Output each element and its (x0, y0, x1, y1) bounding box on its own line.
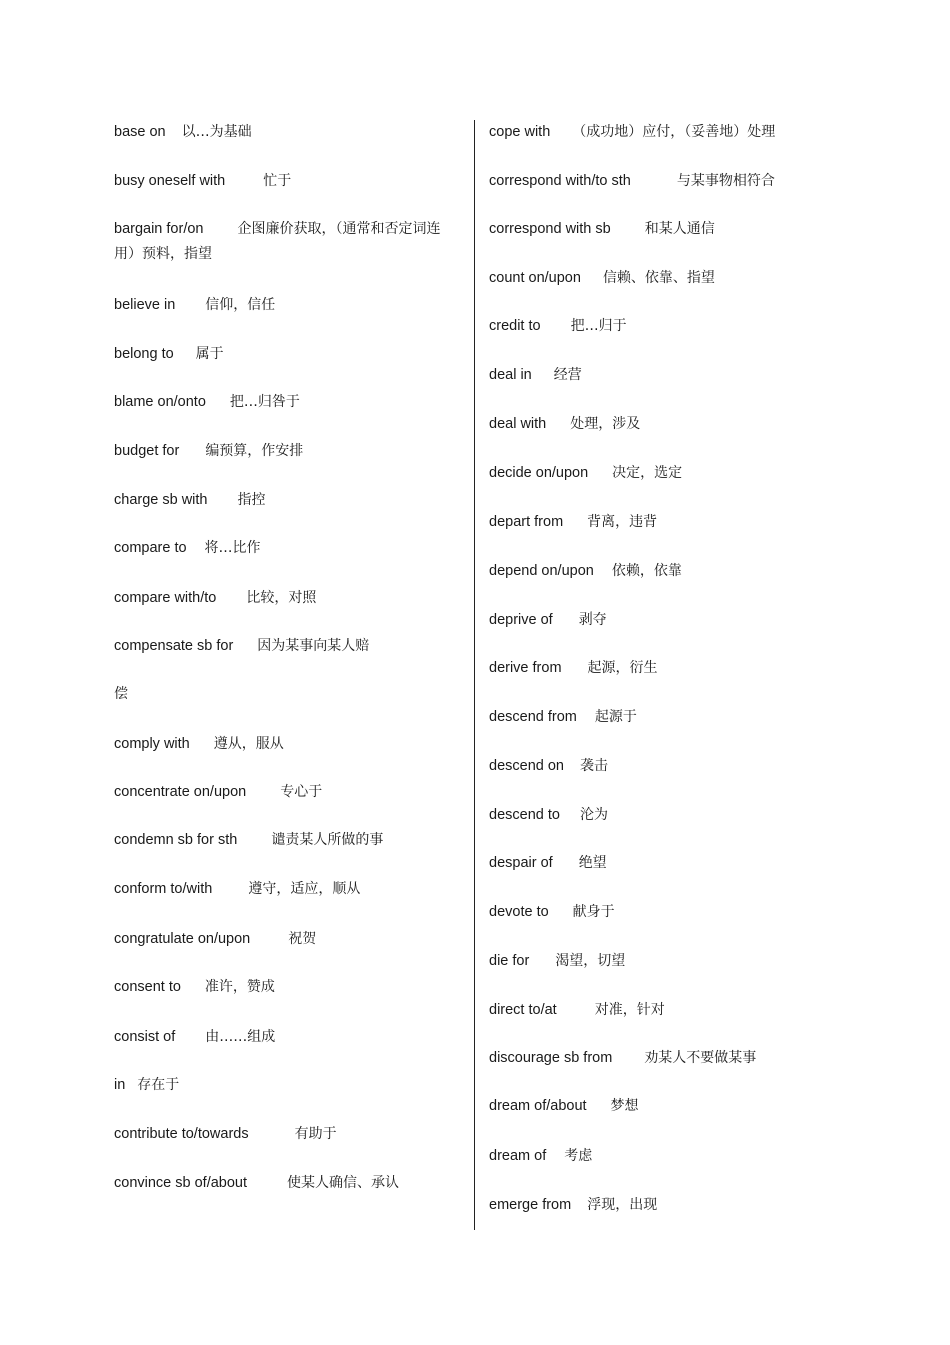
phrase: congratulate on/upon (114, 931, 251, 947)
phrase: correspond with sb (489, 221, 611, 237)
meaning: 偿 (114, 686, 128, 702)
meaning: 把…归于 (570, 318, 627, 334)
meaning: 处理，涉及 (570, 416, 641, 432)
entry-count-on-upon (489, 268, 715, 288)
entry-devote-to (489, 902, 615, 922)
phrase: belong to (114, 346, 174, 362)
meaning: 沦为 (579, 807, 608, 823)
phrase: contribute to/towards (114, 1126, 249, 1142)
phrase: conform to/with (114, 881, 213, 897)
entry-blame-on-onto (114, 392, 300, 412)
phrase: busy oneself with (114, 173, 226, 189)
meaning: 忙于 (263, 173, 292, 189)
phrase: correspond with/to sth (489, 173, 631, 189)
entry-die-for (489, 951, 625, 971)
phrase: descend on (489, 758, 564, 774)
phrase: die for (489, 953, 530, 969)
meaning: 以…为基础 (181, 124, 252, 140)
meaning: 绝望 (578, 855, 607, 871)
entry-descend-on (489, 756, 608, 776)
meaning: 剥夺 (578, 612, 607, 628)
entry-budget-for (114, 441, 303, 461)
entry-base-on (114, 122, 252, 142)
entry-correspond-with-sb (489, 219, 715, 239)
meaning: 献身于 (572, 904, 615, 920)
meaning: （成功地）应付，（妥善地）处理 (572, 124, 776, 140)
entry-continuation (114, 684, 128, 704)
entry-deal-in (489, 365, 582, 385)
entry-congratulate-on-upon (114, 929, 316, 949)
meaning: 对准，针对 (594, 1002, 665, 1018)
entry-deal-with (489, 414, 640, 434)
entry-consist-of (114, 1027, 275, 1047)
entry-depart-from (489, 512, 657, 532)
phrase: comply with (114, 736, 190, 752)
meaning: 属于 (195, 346, 224, 362)
meaning: 编预算，作安排 (205, 443, 304, 459)
meaning: 依赖，依靠 (611, 563, 682, 579)
meaning: 劝某人不要做某事 (644, 1050, 757, 1066)
phrase: decide on/upon (489, 465, 589, 481)
phrase: credit to (489, 318, 541, 334)
phrase: convince sb of/about (114, 1175, 248, 1191)
meaning: 决定，选定 (612, 465, 683, 481)
phrase: consist of (114, 1029, 176, 1045)
phrase: despair of (489, 855, 553, 871)
entry-contribute-to-towards (114, 1124, 337, 1144)
meaning: 梦想 (610, 1098, 639, 1114)
entry-busy-oneself-with (114, 171, 291, 191)
meaning: 因为某事向某人赔 (257, 638, 370, 654)
meaning: 企图廉价获取，（通常和否定词连用）预料，指望 (114, 221, 441, 262)
entry-credit-to (489, 316, 627, 336)
entry-emerge-from (489, 1195, 657, 1215)
meaning: 谴责某人所做的事 (271, 832, 384, 848)
entry-concentrate-on-upon (114, 782, 322, 802)
meaning: 经营 (553, 367, 582, 383)
phrase: dream of (489, 1148, 547, 1164)
phrase: in (114, 1077, 126, 1093)
meaning: 把…归咎于 (229, 394, 300, 410)
meaning: 信仰，信任 (205, 297, 276, 313)
meaning: 考虑 (564, 1148, 593, 1164)
meaning: 浮现，出现 (587, 1197, 658, 1213)
meaning: 信赖、依靠、指望 (602, 270, 715, 286)
meaning: 存在于 (137, 1077, 180, 1093)
meaning: 袭击 (579, 758, 608, 774)
entry-descend-from (489, 707, 637, 727)
phrase: bargain for/on (114, 221, 204, 237)
meaning: 指控 (237, 492, 266, 508)
entry-derive-from (489, 658, 658, 678)
entry-direct-to-at (489, 1000, 665, 1020)
phrase: budget for (114, 443, 180, 459)
phrase: base on (114, 124, 166, 140)
entry-comply-with (114, 734, 284, 754)
phrase: cope with (489, 124, 551, 140)
meaning: 遵从，服从 (213, 736, 284, 752)
phrase: devote to (489, 904, 549, 920)
phrase: direct to/at (489, 1002, 557, 1018)
entry-deprive-of (489, 610, 607, 630)
entry-decide-on-upon (489, 463, 682, 483)
phrase: depend on/upon (489, 563, 594, 579)
meaning: 有助于 (294, 1126, 337, 1142)
meaning: 背离，违背 (587, 514, 658, 530)
entry-dream-of-about (489, 1096, 639, 1116)
entry-dream-of (489, 1146, 592, 1166)
entry-depend-on-upon (489, 561, 682, 581)
meaning: 起源于 (594, 709, 637, 725)
phrase: compensate sb for (114, 638, 234, 654)
meaning: 遵守，适应，顺从 (248, 881, 361, 897)
meaning: 专心于 (280, 784, 323, 800)
entry-bargain-for-on (114, 217, 459, 267)
entry-correspond-with-to-sth (489, 171, 775, 191)
meaning: 祝贺 (288, 931, 317, 947)
entry-descend-to (489, 805, 608, 825)
entry-compare-with-to (114, 588, 316, 608)
meaning: 起源，衍生 (587, 660, 658, 676)
meaning: 由……组成 (205, 1029, 276, 1045)
phrase: descend from (489, 709, 577, 725)
phrase: believe in (114, 297, 176, 313)
entry-compare-to (114, 538, 261, 558)
phrase: deal in (489, 367, 532, 383)
phrase: consent to (114, 979, 181, 995)
entry-cope-with (489, 122, 775, 142)
phrase: charge sb with (114, 492, 208, 508)
phrase: compare to (114, 540, 187, 556)
entry-despair-of (489, 853, 607, 873)
phrase: count on/upon (489, 270, 581, 286)
phrase: deal with (489, 416, 547, 432)
entry-charge-sb-with (114, 490, 266, 510)
meaning: 比较，对照 (246, 590, 317, 606)
phrase: compare with/to (114, 590, 217, 606)
entry-condemn-sb-for-sth (114, 830, 383, 850)
meaning: 与某事物相符合 (676, 173, 775, 189)
phrase: blame on/onto (114, 394, 206, 410)
meaning: 准许，赞成 (204, 979, 275, 995)
entry-belong-to (114, 344, 224, 364)
entry-compensate-sb-for (114, 636, 369, 656)
phrase: descend to (489, 807, 560, 823)
meaning: 和某人通信 (644, 221, 715, 237)
column-divider (474, 120, 475, 1230)
phrase: derive from (489, 660, 562, 676)
meaning: 使某人确信、承认 (287, 1175, 400, 1191)
entry-believe-in (114, 295, 275, 315)
phrase: condemn sb for sth (114, 832, 238, 848)
entry-convince-sb-of-about (114, 1173, 399, 1193)
phrase: emerge from (489, 1197, 572, 1213)
phrase: dream of/about (489, 1098, 587, 1114)
meaning: 将…比作 (204, 540, 261, 556)
phrase: discourage sb from (489, 1050, 613, 1066)
entry-discourage-sb-from (489, 1048, 756, 1068)
entry-consent-to (114, 977, 275, 997)
phrase: concentrate on/upon (114, 784, 247, 800)
phrase: deprive of (489, 612, 553, 628)
entry-conform-to-with (114, 879, 360, 899)
entry-in (114, 1075, 179, 1095)
meaning: 渴望，切望 (555, 953, 626, 969)
phrase: depart from (489, 514, 564, 530)
